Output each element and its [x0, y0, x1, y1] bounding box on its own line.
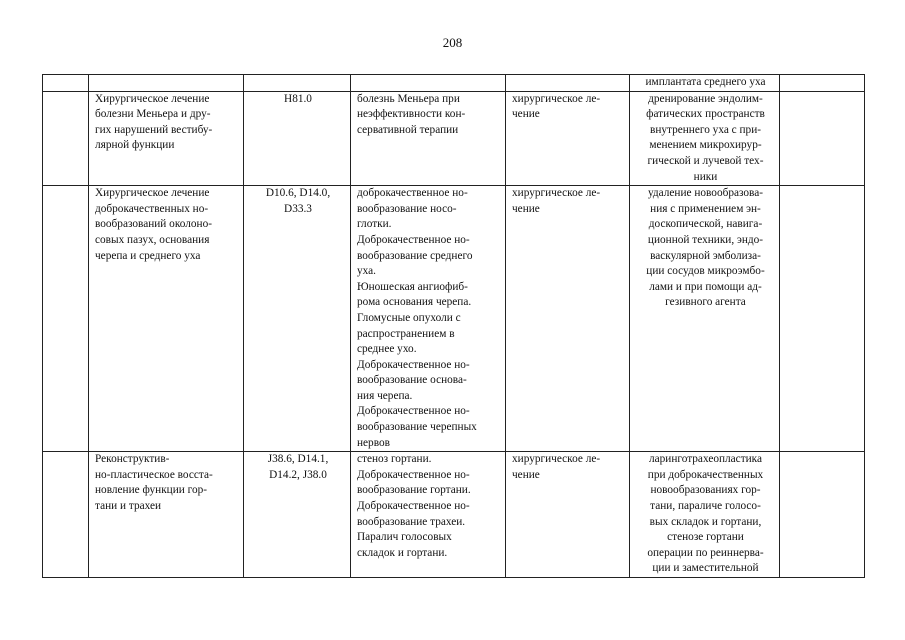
table-body	[43, 75, 865, 578]
cell-treatment-method-line: гической и лучевой тех-	[647, 154, 764, 167]
cell-treatment-method-line: тани, параличе голосо-	[650, 500, 761, 513]
cell-patient-model-line: Юношеская ангиофиб-	[357, 280, 468, 293]
cell-care-type-line: но-пластическое восста-	[95, 468, 213, 481]
cell-patient-model-line: глотки.	[357, 218, 392, 231]
cell-care-type	[89, 91, 244, 186]
cell-treatment-type	[506, 75, 630, 92]
cell-treatment-method-line: ции сосудов микроэмбо-	[646, 265, 765, 278]
cell-patient-model-line: рома основания черепа.	[357, 296, 472, 309]
cell-care-type-line: новление функции гор-	[95, 484, 208, 497]
cell-patient-model-line: ния черепа.	[357, 389, 413, 402]
cell-treatment-type-line: чение	[512, 108, 540, 121]
cell-patient-model-line: вообразование трахеи.	[357, 515, 466, 528]
cell-care-type-line: вообразований околоно-	[95, 218, 212, 231]
cell-treatment-method-line: васкулярной эмболиза-	[650, 249, 761, 262]
cell-treatment-method-line: ния с применением эн-	[650, 202, 761, 215]
cell-care-type-line: лярной функции	[95, 139, 175, 152]
cell-care-type	[89, 75, 244, 92]
cell-patient-model-line: болезнь Меньера при	[357, 92, 460, 105]
cell-icd-codes-line: D10.6, D14.0,	[265, 187, 331, 200]
cell-treatment-method-line: при доброкачественных	[647, 468, 764, 481]
cell-patient-model-line: Гломусные опухоли с	[357, 311, 461, 324]
cell-treatment-method-line: операции по реиннерва-	[647, 546, 764, 559]
cell-patient-model-line: уха.	[357, 265, 376, 278]
cell-number	[43, 186, 89, 452]
cell-patient-model-line: Доброкачественное но-	[357, 405, 470, 418]
cell-icd-codes	[244, 452, 351, 578]
cell-icd-codes-line: H81.0	[284, 92, 312, 105]
cell-icd-codes	[244, 186, 351, 452]
cell-patient-model-line: неэффективности кон-	[357, 108, 466, 121]
cell-care-type-line: Хирургическое лечение	[95, 187, 210, 200]
page-number: 208	[442, 35, 463, 50]
cell-icd-codes	[244, 75, 351, 92]
cell-icd-codes	[244, 91, 351, 186]
cell-care-type-line: совых пазух, основания	[95, 233, 210, 246]
cell-number	[43, 91, 89, 186]
table-row	[43, 91, 865, 186]
cell-patient-model-line: Доброкачественное но-	[357, 358, 470, 371]
cell-treatment-method-line: ларинготрахеопластика	[648, 453, 763, 466]
cell-patient-model-line: Доброкачественное но-	[357, 500, 470, 513]
cell-treatment-type	[506, 186, 630, 452]
cell-treatment-method-line: внутреннего уха с при-	[649, 123, 762, 136]
cell-patient-model	[351, 186, 506, 452]
cell-icd-codes-line: J38.6, D14.1,	[267, 453, 329, 466]
cell-patient-model-line: среднее ухо.	[357, 343, 417, 356]
cell-care-type	[89, 186, 244, 452]
cell-cost	[780, 186, 865, 452]
cell-patient-model-line: нервов	[357, 436, 390, 449]
cell-patient-model-line: доброкачественное но-	[357, 187, 468, 200]
cell-treatment-type-line: хирургическое ле-	[512, 187, 601, 200]
cell-cost	[780, 75, 865, 92]
cell-patient-model	[351, 75, 506, 92]
cell-treatment-type-line: хирургическое ле-	[512, 453, 601, 466]
cell-treatment-method-line: лами и при помощи ад-	[649, 280, 762, 293]
cell-care-type-line: Хирургическое лечение	[95, 92, 210, 105]
cell-patient-model-line: распространением в	[357, 327, 455, 340]
cell-care-type-line: тани и трахеи	[95, 500, 162, 513]
cell-treatment-type-line: хирургическое ле-	[512, 92, 601, 105]
cell-patient-model-line: стеноз гортани.	[357, 453, 432, 466]
cell-care-type	[89, 452, 244, 578]
cell-patient-model-line: сервативной терапии	[357, 123, 459, 136]
cell-care-type-line: болезни Меньера и дру-	[95, 108, 211, 121]
cell-patient-model	[351, 91, 506, 186]
cell-patient-model	[351, 452, 506, 578]
table-row	[43, 186, 865, 452]
cell-treatment-method-line: новообразованиях гор-	[650, 484, 761, 497]
cell-care-type-line: гих нарушений вестибу-	[95, 123, 213, 136]
cell-treatment-method	[630, 91, 780, 186]
cell-number	[43, 452, 89, 578]
cell-treatment-method-line: стенозе гортани	[667, 531, 744, 544]
cell-treatment-type-line: чение	[512, 468, 540, 481]
cell-icd-codes-line: D33.3	[284, 202, 312, 215]
table-row	[43, 75, 865, 92]
cell-treatment-method-line: удаление новообразова-	[647, 187, 764, 200]
cell-treatment-method-line: ционной техники, эндо-	[647, 233, 764, 246]
cell-cost	[780, 91, 865, 186]
cell-treatment-method-line: фатических пространств	[646, 108, 765, 121]
cell-treatment-method	[630, 452, 780, 578]
cell-patient-model-line: вообразование среднего	[357, 249, 473, 262]
cell-treatment-type	[506, 452, 630, 578]
cell-cost	[780, 452, 865, 578]
cell-patient-model-line: Доброкачественное но-	[357, 233, 470, 246]
medical-care-table	[42, 74, 865, 578]
cell-treatment-method-line: дренирование эндолим-	[648, 92, 763, 105]
cell-treatment-method-line: вых складок и гортани,	[649, 515, 762, 528]
cell-treatment-method	[630, 75, 780, 92]
cell-treatment-method-line: ции и заместительной	[652, 562, 759, 575]
cell-patient-model-line: вообразование основа-	[357, 374, 467, 387]
cell-icd-codes-line: D14.2, J38.0	[269, 468, 327, 481]
cell-number	[43, 75, 89, 92]
cell-patient-model-line: вообразование черепных	[357, 421, 477, 434]
cell-treatment-method-line: менением микрохирур-	[649, 139, 762, 152]
cell-patient-model-line: Паралич голосовых	[357, 531, 452, 544]
cell-treatment-method	[630, 186, 780, 452]
cell-patient-model-line: складок и гортани.	[357, 546, 448, 559]
cell-treatment-type	[506, 91, 630, 186]
cell-care-type-line: Реконструктив-	[95, 453, 170, 466]
cell-treatment-method-line: имплантата среднего уха	[645, 76, 766, 88]
cell-treatment-method-line: ники	[693, 170, 718, 183]
cell-patient-model-line: Доброкачественное но-	[357, 468, 470, 481]
cell-treatment-type-line: чение	[512, 202, 540, 215]
table-row	[43, 452, 865, 578]
cell-treatment-method-line: доскопической, навига-	[648, 218, 763, 231]
cell-treatment-method-line: гезивного агента	[665, 296, 746, 309]
cell-patient-model-line: вообразование гортани.	[357, 484, 471, 497]
cell-patient-model-line: вообразование носо-	[357, 202, 457, 215]
cell-care-type-line: доброкачественных но-	[95, 202, 209, 215]
cell-care-type-line: черепа и среднего уха	[95, 249, 201, 262]
